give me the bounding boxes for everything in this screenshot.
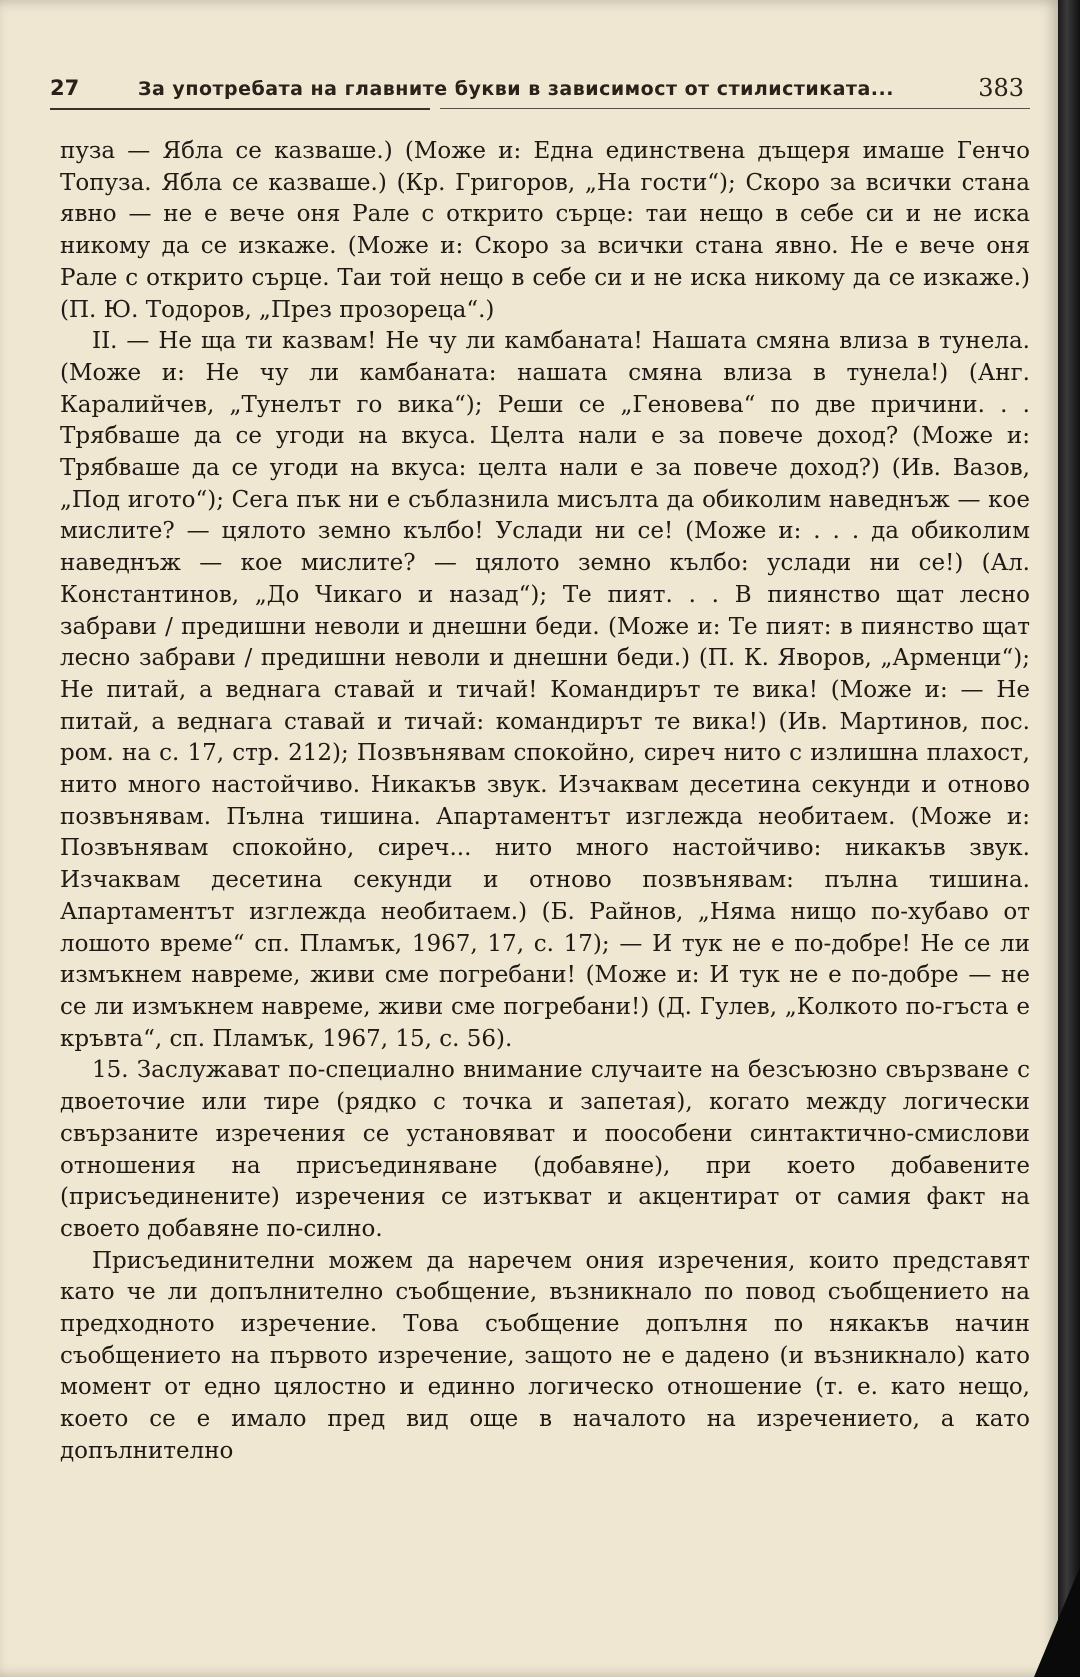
paragraph-definition: Присъединителни можем да наречем ония изречения, които представят като че ли допълнително съобщение, възникнало по повод съобщението на предходното изречение. Това съобщение допълня по някакъв начин съобщението на първото изречение, защото не е дадено (и възникнало) като момент от едно цялостно и единно логическо отношение (т. е. като нещо, което се е имало пред вид още в началото на изречението, а като допълнително: [60, 1247, 1030, 1464]
paragraph-section-15: 15. Заслужават по-специално внимание случаите на безсъюзно свързване с двоеточие или тире (рядко с точка и запетая), когато между логически свързаните изречения се установяват и поособени синтактично-смислови отношения на присъединяване (добавяне), при което добавените (присъединените) изречения се изтъкват и акцентират от самия факт на своето добавяне по-силно.: [60, 1057, 1030, 1242]
page-number: 383: [978, 74, 1024, 102]
paragraph-continuation: пуза — Ябла се казваше.) (Може и: Една единствена дъщеря имаше Генчо Топуза. Ябла се казваше.) (Кр. Григоров, „На гости“); Скоро за всички стана явно — не е вече оня Рале с открито сърце: таи нещо в себе си и не иска никому да се изкаже. (Може и: Скоро за всички стана явно. Не е вече оня Рале с открито сърце. Таи той нещо в себе си и не иска никому да се изкаже.) (П. Ю. Тодоров, „През прозореца“.): [60, 138, 1030, 323]
page-edge: [1058, 0, 1080, 1677]
header-rule-thin: [440, 108, 1030, 109]
body-text: [60, 136, 1030, 1468]
page-corner: [1034, 1567, 1080, 1677]
page-number-left: 27: [50, 76, 80, 100]
running-title: За употребата на главните букви в зависимост от стилистиката...: [138, 78, 894, 100]
header-rule: [50, 108, 430, 110]
paragraph-examples-ii: II. — Не ща ти казвам! Не чу ли камбаната! Нашата смяна влиза в тунела. (Може и: Не чу ли камбаната: нашата смяна влиза в тунела!) (Анг. Каралийчев, „Тунелът го вика“); Реши се „Геновева“ по две причини. . . Трябваше да се угоди на вкуса. Целта нали е за повече доход? (Може и: Трябваше да се угоди на вкуса: целта нали е за повече доход?) (Ив. Вазов, „Под игото“); Сега пък ни е съблазнила мисълта да обиколим наведнъж — кое мислите? — цялото земно кълбо! Услади ни се! (Може и: . . . да обиколим наведнъж — кое мислите? — цялото земно кълбо: услади ни се!) (Ал. Константинов, „До Чикаго и назад“); Те пият. . . В пиянство щат лесно забрави / предишни неволи и днешни беди. (Може и: Те пият: в пиянство щат лесно забрави / предишни неволи и днешни беди.) (П. К. Яворов, „Арменци“); Не питай, а веднага ставай и тичай! Командирът те вика! (Може и: — Не питай, а веднага ставай и тичай: командирът те вика!) (Ив. Мартинов, пос. ром. на с. 17, стр. 212); Позвънявам спокойно, сиреч нито с излишна плахост, нито много настойчиво. Никакъв звук. Изчаквам десетина секунди и отново позвънявам. Пълна тишина. Апартаментът изглежда необитаем. (Може и: Позвънявам спокойно, сиреч... нито много настойчиво: никакъв звук. Изчаквам десетина секунди и отново позвънявам: пълна тишина. Апартаментът изглежда необитаем.) (Б. Райнов, „Няма нищо по-хубаво от лошото време“ сп. Пламък, 1967, 17, с. 17); — И тук не е по-добре! Не се ли измъкнем навреме, живи сме погребани! (Може и: И тук не е по-добре — не се ли измъкнем навреме, живи сме погребани!) (Д. Гулев, „Колкото по-гъста е кръвта“, сп. Пламък, 1967, 15, с. 56).: [60, 328, 1030, 1052]
running-header: [50, 74, 1030, 106]
